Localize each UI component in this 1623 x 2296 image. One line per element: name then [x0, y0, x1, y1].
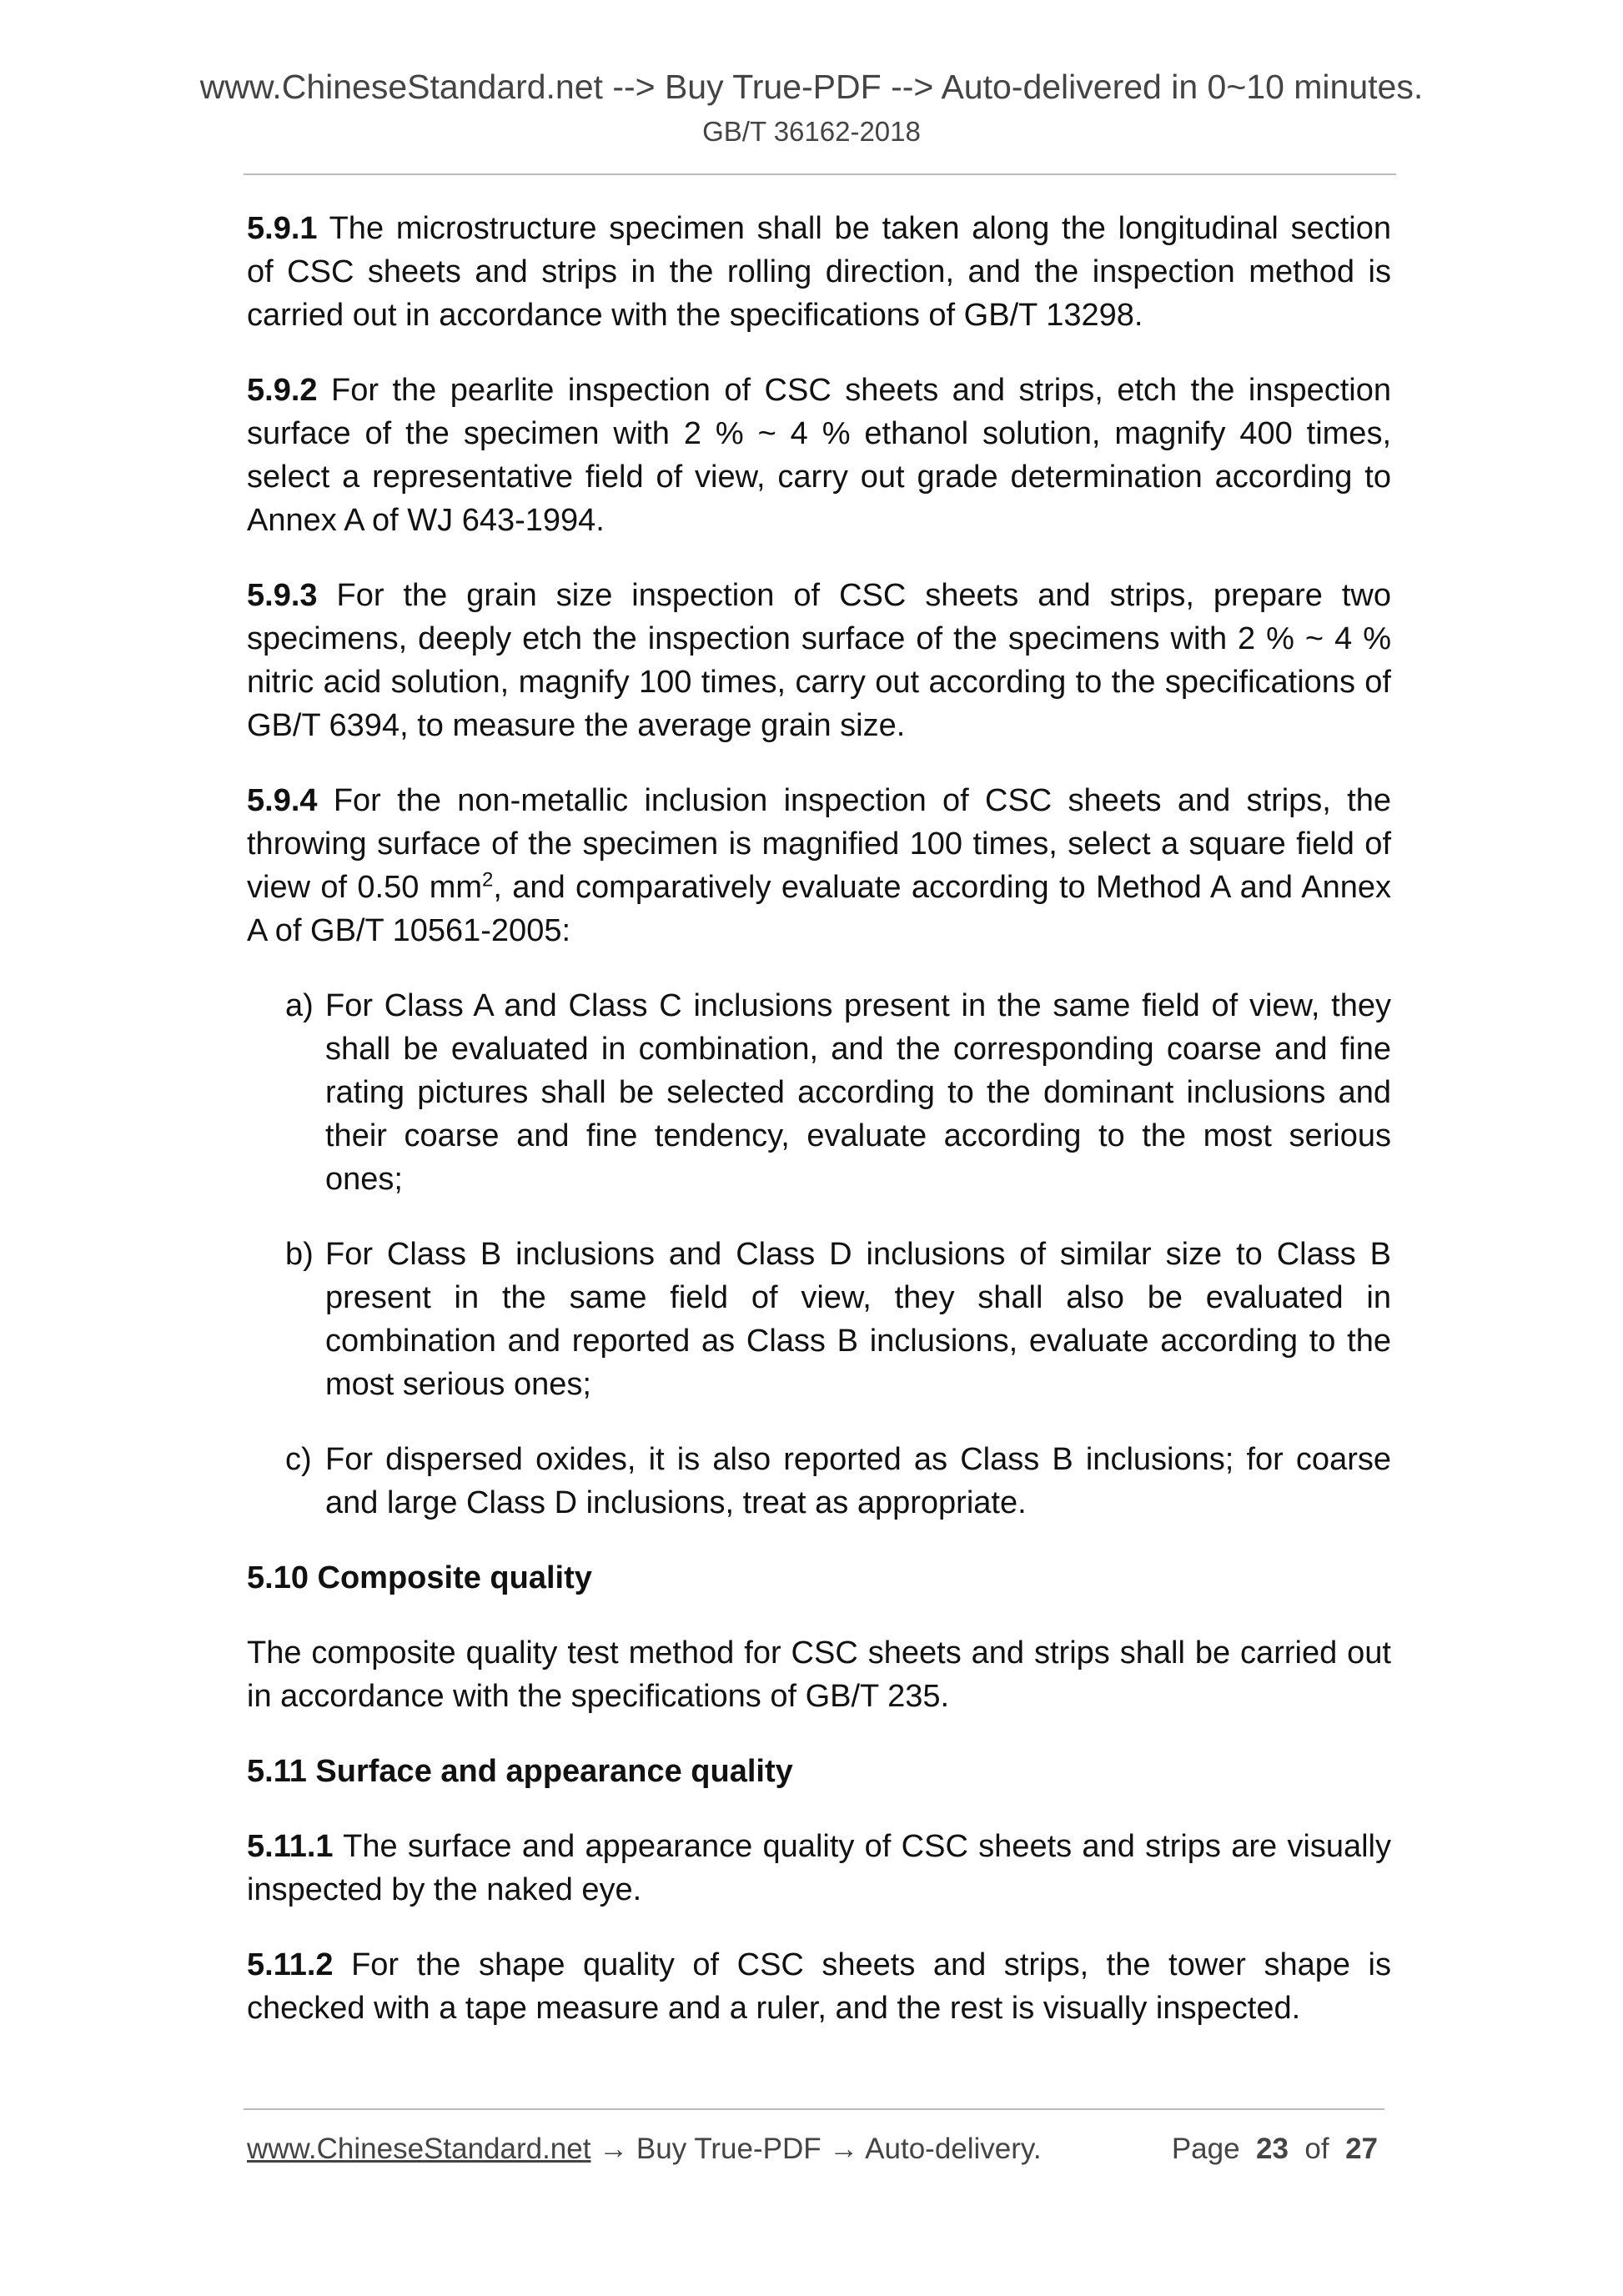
clause-5-9-2 — [247, 369, 1391, 542]
page-indicator — [1172, 2128, 1378, 2170]
page-header — [0, 65, 1623, 150]
clause-number: 5.9.4 — [247, 783, 318, 818]
list-item-c — [247, 1438, 1391, 1525]
clause-text-continued: , and comparatively evaluate according to Method A and Annex A of GB/T 10561-2005: — [247, 870, 1391, 948]
list-item-a — [247, 984, 1391, 1201]
header-divider — [244, 173, 1396, 175]
clause-number: 5.9.2 — [247, 373, 318, 408]
section-5-10-text: The composite quality test method for CSC sheets and strips shall be carried out in accordance with the specifications of GB/T 235. — [247, 1635, 1391, 1714]
clause-text: For the pearlite inspection of CSC sheets and strips, etch the inspection surface of the specimen with 2 % ~ 4 % ethanol solution, magnify 400 times, select a representative field of view, carry out grade determination according to Annex A of WJ 643-1994. — [247, 373, 1391, 538]
footer-promo — [247, 2128, 1042, 2170]
list-label: b) — [285, 1237, 314, 1272]
clause-number: 5.9.3 — [247, 578, 318, 613]
standard-number: GB/T 36162-2018 — [702, 116, 921, 147]
clause-text: The microstructure specimen shall be taken along the longitudinal section of CSC sheets and strips in the rolling direction, and the inspection method is carried out in accordance with the specifications of GB/T 13298. — [247, 211, 1391, 333]
clause-5-9-1 — [247, 207, 1391, 337]
total-pages: 27 — [1345, 2133, 1378, 2165]
clause-text: For the grain size inspection of CSC sheets and strips, prepare two specimens, deeply etch the inspection surface of the specimens with 2 % ~ 4 % nitric acid solution, magnify 100 times, carry out according to the specifications of GB/T 6394, to measure the average grain size. — [247, 578, 1391, 743]
clause-text: For the non-metallic inclusion inspection of CSC sheets and strips, the throwing surface of the specimen is magnified 100 times, select a square field of view of 0.50 mm — [247, 783, 1391, 905]
list-label: c) — [285, 1442, 312, 1477]
list-label: a) — [285, 988, 314, 1023]
current-page: 23 — [1256, 2133, 1289, 2165]
footer-divider — [244, 2108, 1384, 2110]
list-item-b — [247, 1233, 1391, 1406]
header-banner: www.ChineseStandard.net --> Buy True-PDF --> Auto-delivered in 0~10 minutes. — [199, 68, 1424, 106]
clause-5-9-4 — [247, 779, 1391, 952]
section-heading-5-10: 5.10 Composite quality — [247, 1560, 592, 1595]
document-body — [247, 207, 1391, 2062]
clause-text: For the shape quality of CSC sheets and strips, the tower shape is checked with a tape measure and a ruler, and the rest is visually inspected. — [247, 1947, 1391, 2026]
section-heading-5-11: 5.11 Surface and appearance quality — [247, 1754, 793, 1789]
clause-5-9-3 — [247, 574, 1391, 747]
page-footer — [247, 2128, 1384, 2170]
clause-number: 5.11.1 — [247, 1829, 334, 1864]
footer-promo-text: → Buy True-PDF → Auto-delivery. — [590, 2133, 1042, 2165]
clause-number: 5.11.2 — [247, 1947, 334, 1982]
website-link[interactable]: www.ChineseStandard.net — [247, 2133, 591, 2165]
list-text: For dispersed oxides, it is also reported as Class B inclusions; for coarse and large Class D inclusions, treat as appropriate. — [325, 1442, 1391, 1520]
list-text: For Class B inclusions and Class D inclusions of similar size to Class B present in the same field of view, they shall also be evaluated in combination and reported as Class B inclusions, evaluate according to the most serious ones; — [325, 1237, 1391, 1402]
list-text: For Class A and Class C inclusions present in the same field of view, they shall be evaluated in combination, and the corresponding coarse and fine rating pictures shall be selected according to the dominant inclusions and their coarse and fine tendency, evaluate according to the most serious ones; — [325, 988, 1391, 1197]
of-word: of — [1304, 2133, 1329, 2165]
clause-5-11-2 — [247, 1943, 1391, 2030]
superscript: 2 — [482, 868, 494, 892]
clause-number: 5.9.1 — [247, 211, 318, 246]
clause-text: The surface and appearance quality of CSC sheets and strips are visually inspected by the naked eye. — [247, 1829, 1391, 1907]
clause-5-11-1 — [247, 1825, 1391, 1912]
page-word: Page — [1171, 2133, 1240, 2165]
